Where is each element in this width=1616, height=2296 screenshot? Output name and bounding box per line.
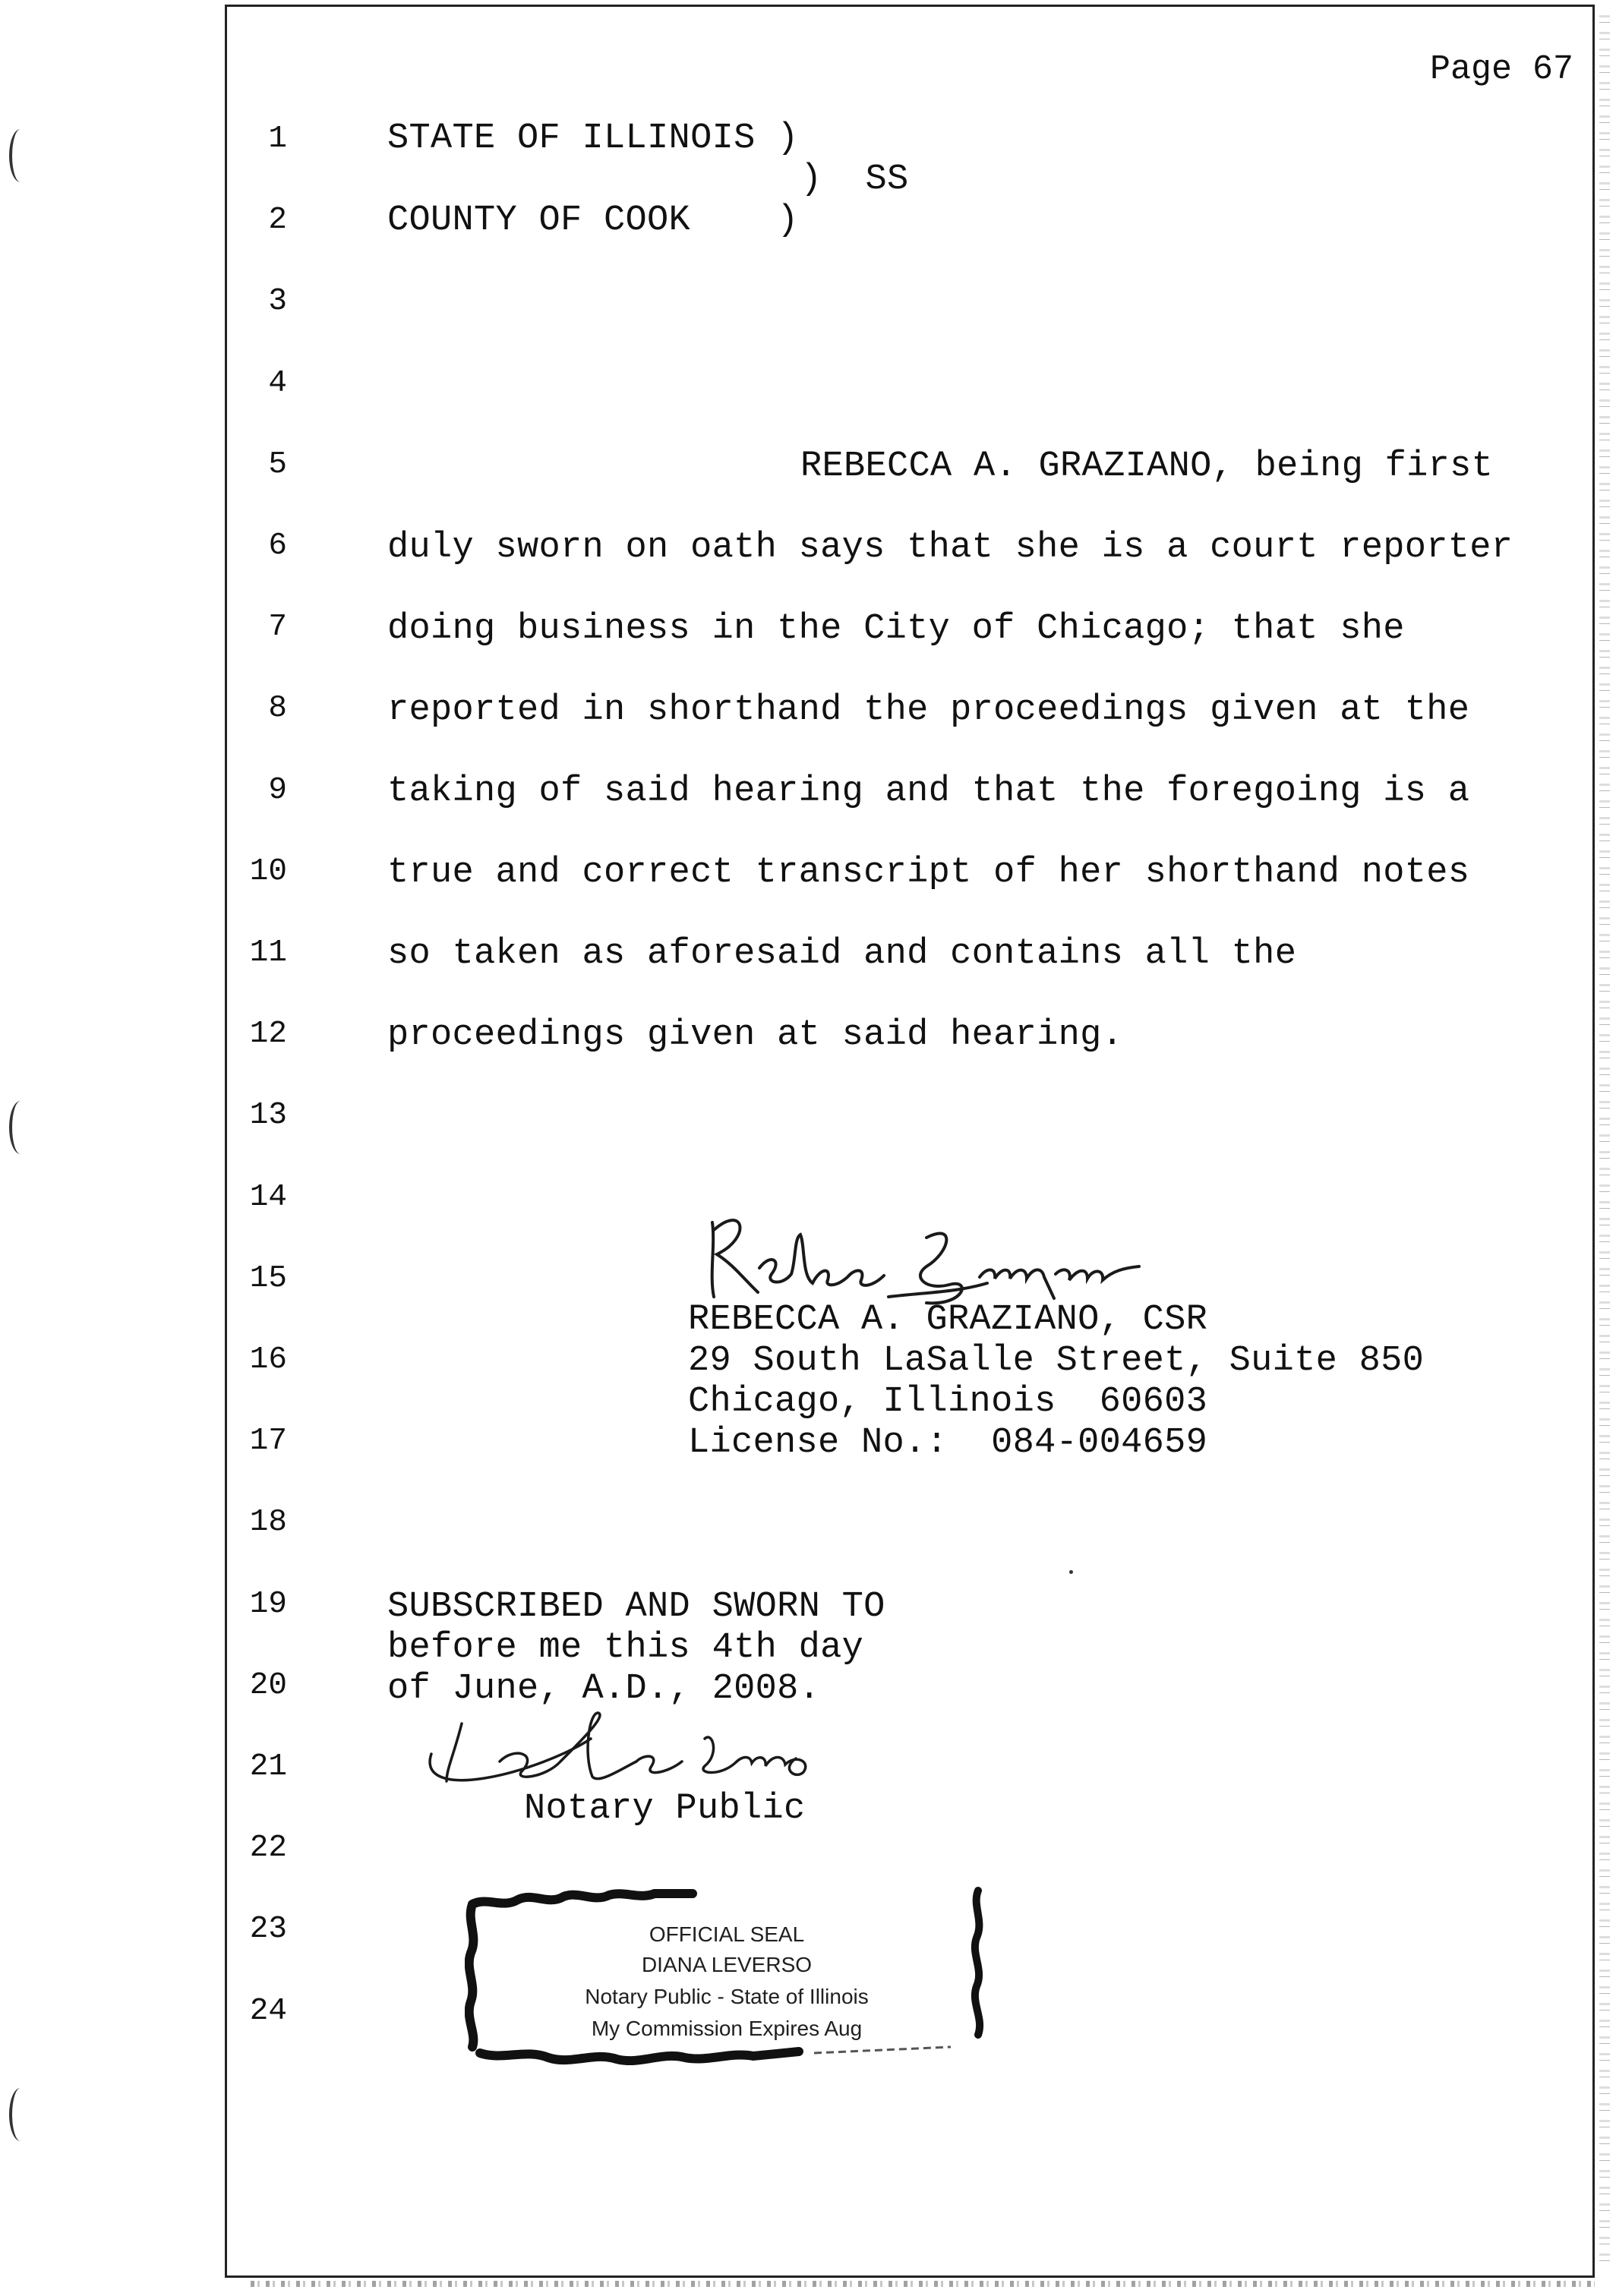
line-number: 22 <box>249 1831 287 1866</box>
jurat-line-1: SUBSCRIBED AND SWORN TO <box>387 1587 885 1627</box>
reporter-city: Chicago, Illinois 60603 <box>688 1382 1208 1422</box>
reporter-license: License No.: 084-004659 <box>688 1423 1208 1463</box>
seal-line-4: My Commission Expires Aug <box>591 2017 863 2040</box>
line-number: 7 <box>268 610 287 645</box>
line-number: 23 <box>249 1912 287 1948</box>
body-line-10: true and correct transcript of her shorthand notes <box>387 853 1470 893</box>
line-number: 4 <box>268 365 287 401</box>
body-line-8: reported in shorthand the proceedings given at the <box>387 690 1470 730</box>
seal-line-1: OFFICIAL SEAL <box>649 1922 805 1946</box>
reporter-signature <box>699 1207 1215 1306</box>
jurat-line-2: before me this 4th day <box>387 1628 864 1668</box>
scan-edge-right <box>1599 15 1610 2270</box>
body-line-5: REBECCA A. GRAZIANO, being first <box>800 446 1494 487</box>
line-number: 16 <box>249 1342 287 1377</box>
caption-state: STATE OF ILLINOIS ) <box>387 118 799 159</box>
body-line-9: taking of said hearing and that the foregoing is a <box>387 771 1470 812</box>
line-number: 24 <box>249 1993 287 2029</box>
body-line-11: so taken as aforesaid and contains all the <box>387 934 1297 974</box>
page-number: Page 67 <box>1429 50 1573 89</box>
line-number: 11 <box>249 935 287 970</box>
body-line-7: doing business in the City of Chicago; that she <box>387 609 1405 649</box>
seal-line-2: DIANA LEVERSO <box>641 1953 813 1976</box>
line-number: 6 <box>268 528 287 563</box>
scan-edge-bottom <box>251 2281 1595 2287</box>
line-number: 14 <box>249 1179 287 1215</box>
line-number: 20 <box>249 1667 287 1703</box>
line-number: 21 <box>249 1749 287 1784</box>
line-number: 3 <box>268 284 287 320</box>
reporter-address: 29 South LaSalle Street, Suite 850 <box>688 1341 1425 1381</box>
binding-mark-bottom <box>9 2088 32 2141</box>
stray-mark <box>1069 1570 1073 1574</box>
line-number: 1 <box>268 121 287 156</box>
binding-mark-middle <box>9 1101 32 1154</box>
line-number: 2 <box>268 203 287 238</box>
caption-county: COUNTY OF COOK ) <box>387 200 799 241</box>
line-number: 19 <box>249 1586 287 1622</box>
notary-seal <box>465 1883 989 2065</box>
line-number: 15 <box>249 1260 287 1296</box>
binding-mark-top <box>9 129 32 182</box>
notary-signature <box>416 1708 933 1799</box>
jurat-line-3: of June, A.D., 2008. <box>387 1669 821 1709</box>
line-number: 5 <box>268 446 287 482</box>
line-number: 8 <box>268 691 287 727</box>
body-line-6: duly sworn on oath says that she is a court reporter <box>387 528 1513 568</box>
line-number: 13 <box>249 1098 287 1134</box>
caption-ss: ) SS <box>800 159 909 200</box>
line-number: 18 <box>249 1505 287 1541</box>
body-line-12: proceedings given at said hearing. <box>387 1015 1124 1055</box>
line-number: 17 <box>249 1424 287 1459</box>
notary-public-label: Notary Public <box>524 1789 806 1829</box>
line-number: 9 <box>268 772 287 808</box>
seal-line-3: Notary Public - State of Illinois <box>585 1985 869 2008</box>
line-number: 10 <box>249 853 287 889</box>
line-number: 12 <box>249 1017 287 1052</box>
reporter-name: REBECCA A. GRAZIANO, CSR <box>688 1300 1208 1340</box>
